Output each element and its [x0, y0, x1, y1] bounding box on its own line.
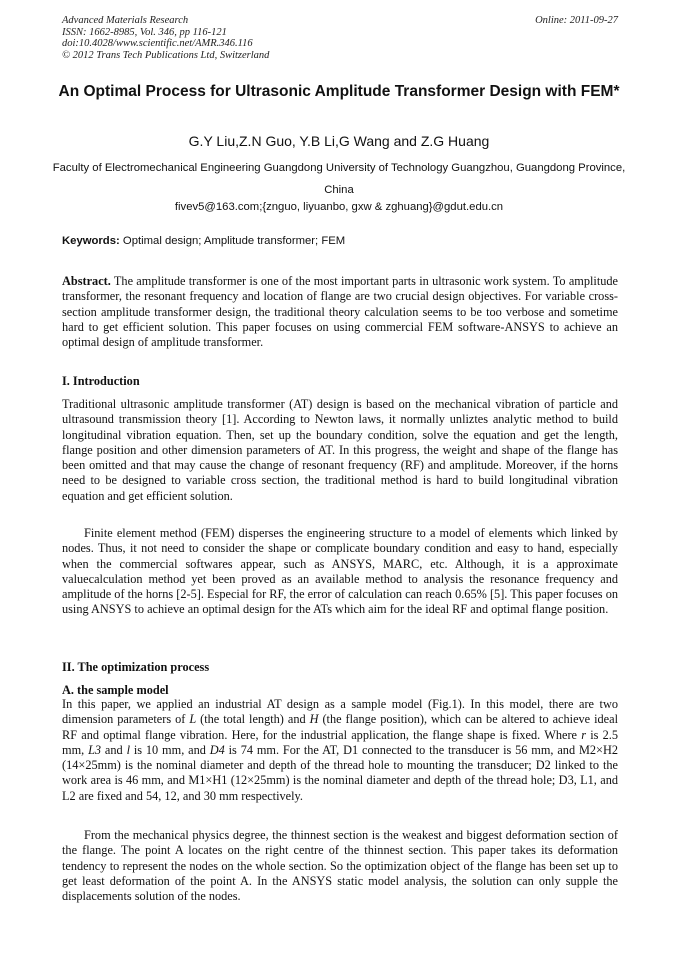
variable-L: L — [189, 712, 197, 727]
intro-paragraph-1: Traditional ultrasonic amplitude transformer (AT) design is based on the mechanical vibration of particle and ultrasound transmission theory [1]. According to Newton laws, it normally unliztes analytic method to build longitudinal vibration equation. Then, set up the boundary condition, solve the equation and get the length, flange position and other dimension parameters of AT. In this progress, the weight and shape of the flange has been omitted and that may cause the change of resonant frequency (RF) and amplitude. Moreover, if the horns need to be designed to variable cross section, the traditional method is hard to build longitudinal vibration equation and get efficient solution. — [62, 397, 618, 503]
variable-L3: L3 — [88, 742, 102, 757]
paper-title: An Optimal Process for Ultrasonic Amplitude Transformer Design with FEM* — [58, 83, 620, 100]
issn-line: ISSN: 1662-8985, Vol. 346, pp 116-121 — [62, 26, 227, 38]
text-run: is 10 mm, and — [129, 742, 210, 757]
journal-header — [62, 15, 618, 61]
journal-name: Advanced Materials Research — [62, 15, 189, 26]
intro-paragraph-2: Finite element method (FEM) disperses the engineering structure to a model of elements which linked by nodes. Thus, it not need to consider the shape or complicate boundary condition and easy to hand, especially when the commercial softwares appear, such as ANSYS, MARC, etc. Although, it is a approximate valuecalculation method yet been proved as an available method to analysis the resonance frequency and amplitude of the horns [2-5]. Especial for RF, the error of calculation can reach 0.65% [5]. This paper focuses on using ANSYS to achieve an optimal design for the ATs which aim for the ideal RF and optimal flange position. — [62, 526, 618, 617]
subsection-heading-sample-model: A. the sample model — [62, 683, 169, 697]
keywords-label: Keywords: — [62, 235, 120, 247]
text-run: (the flange position), which can be altered to achieve ideal RF and optimal flange vibration. Here, for the industrial application, the flange shape is fixed. Where — [62, 712, 619, 742]
section-heading-optimization: II. The optimization process — [62, 660, 210, 674]
author-emails: fivev5@163.com;{znguo, liyuanbo, gxw & zghuang}@gdut.edu.cn — [174, 201, 504, 213]
section-heading-introduction: I. Introduction — [62, 374, 140, 388]
affiliation: Faculty of Electromechanical Engineering Guangdong University of Technology Guangzhou, Guangdong Province, China — [52, 162, 626, 196]
text-run: is 2.5 mm, — [62, 727, 618, 757]
keywords — [62, 235, 618, 247]
mechanical-physics-paragraph: From the mechanical physics degree, the thinnest section is the weakest and biggest deformation section of the flange. The point A locates on the right centre of the thinnest section. This paper takes its deformation tendency to represent the nodes on the whole section. So the optimization object of the flange has been set up to get least deformation of the point A. In the ANSYS static model analysis, the solution can only supple the displacements solution of the nodes. — [62, 828, 618, 904]
copyright-line: © 2012 Trans Tech Publications Ltd, Switzerland — [62, 49, 270, 61]
keywords-text: Optimal design; Amplitude transformer; FEM — [122, 235, 346, 247]
author-list: G.Y Liu,Z.N Guo, Y.B Li,G Wang and Z.G Huang — [188, 133, 490, 149]
sample-model-paragraph — [62, 697, 618, 804]
abstract — [62, 274, 618, 350]
variable-D4: D4 — [209, 742, 225, 757]
abstract-label: Abstract. — [62, 274, 111, 288]
text-run: In this paper, we applied an industrial AT design as a sample model (Fig.1). In this model, there are two dimension parameters of — [62, 697, 618, 727]
text-run: is 74 mm. For the AT, D1 connected to the transducer is 56 mm, and M2×H2 (14×25mm) is the nominal diameter and depth of the thread hole to mounting the transducer; D2 linked to the work area is 46 mm, and M1×H1 (12×25mm) is the nominal diameter and depth of the thread hole; D3, L1, and L2 are fixed and 54, 12, and 30 mm respectively. — [62, 742, 619, 803]
variable-l: l — [126, 742, 130, 757]
text-run: and — [101, 742, 127, 757]
doi-line: doi:10.4028/www.scientific.net/AMR.346.116 — [62, 38, 253, 49]
variable-r: r — [581, 727, 586, 742]
online-date: Online: 2011-09-27 — [535, 15, 618, 26]
variable-H: H — [309, 712, 319, 727]
abstract-text: The amplitude transformer is one of the most important parts in ultrasonic work system. To amplitude transformer, the resonant frequency and location of flange are two crucial design objectives. For variable cross-section amplitude transformer design, the traditional theory calculation seems to be too verbose and sometime hard to get efficient solution. This paper focuses on using commercial FEM software-ANSYS to achieve an optimal design of amplitude transformer. — [62, 274, 618, 350]
text-run: (the total length) and — [196, 712, 310, 727]
